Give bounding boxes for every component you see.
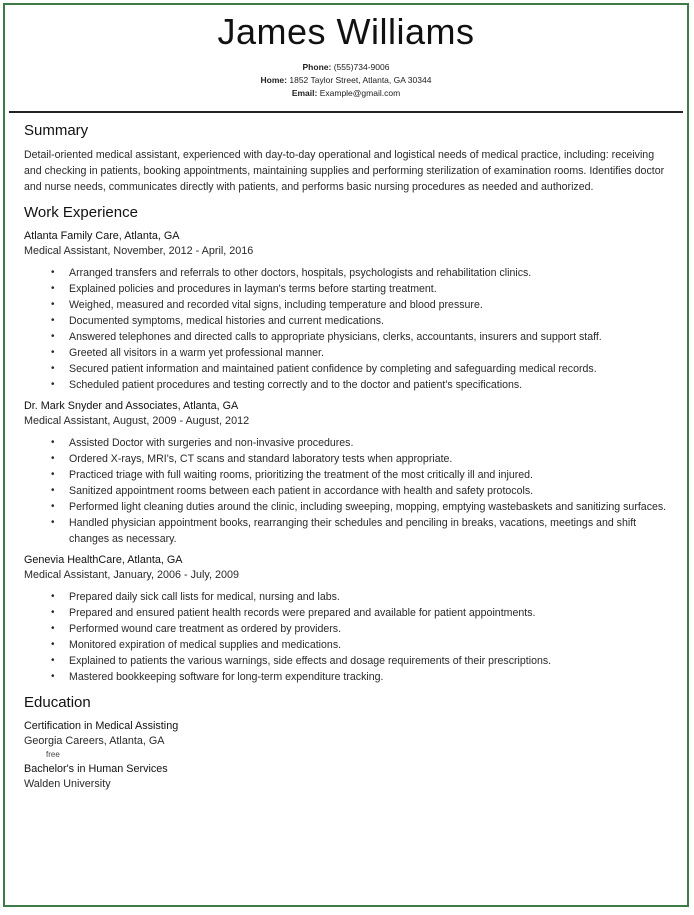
duty-item — [51, 653, 669, 669]
phone-line — [5, 61, 687, 74]
bullet-icon: • — [51, 347, 55, 358]
bullet-icon: • — [51, 469, 55, 480]
bullet-icon: • — [51, 501, 55, 512]
bullet-icon: • — [51, 623, 55, 634]
home-label: Home: — [260, 75, 287, 85]
job-entry — [24, 229, 669, 393]
job-duties-list — [24, 589, 669, 685]
duty-item — [51, 435, 669, 451]
degree-title: Certification in Medical Assisting — [24, 720, 179, 732]
duty-text: Practiced triage with full waiting rooms, prioritizing the treatment of the most critically ill and injured. — [69, 469, 533, 481]
job-company: Atlanta Family Care, Atlanta, GA — [24, 230, 180, 242]
bullet-icon: • — [51, 299, 55, 310]
duty-text: Assisted Doctor with surgeries and non-invasive procedures. — [69, 437, 354, 449]
duty-item — [51, 313, 669, 329]
duty-item — [51, 669, 669, 685]
duty-item — [51, 605, 669, 621]
duty-item — [51, 621, 669, 637]
school-name: Georgia Careers, Atlanta, GA — [24, 735, 165, 747]
bullet-icon: • — [51, 437, 55, 448]
duty-text: Prepared daily sick call lists for medical, nursing and labs. — [69, 591, 340, 603]
bullet-icon: • — [51, 379, 55, 390]
duty-text: Greeted all visitors in a warm yet professional manner. — [69, 347, 324, 359]
duty-item — [51, 451, 669, 467]
bullet-icon: • — [51, 363, 55, 374]
duty-text: Ordered X-rays, MRI's, CT scans and standard laboratory tests when appropriate. — [69, 453, 453, 465]
duty-item — [51, 589, 669, 605]
education-list — [24, 719, 669, 792]
duty-item — [51, 265, 669, 281]
job-duties-list — [24, 435, 669, 547]
bullet-icon: • — [51, 331, 55, 342]
duty-text: Sanitized appointment rooms between each patient in accordance with health and safety protocols. — [69, 485, 534, 497]
email-label: Email: — [291, 88, 318, 98]
duty-text: Performed wound care treatment as ordered by providers. — [69, 623, 342, 635]
duty-text: Weighed, measured and recorded vital signs, including temperature and blood pressure. — [69, 299, 483, 311]
job-role: Medical Assistant, November, 2012 - April, 2016 — [24, 245, 254, 257]
duty-text: Scheduled patient procedures and testing correctly and to the doctor and patient's specifications. — [69, 379, 523, 391]
duty-item — [51, 467, 669, 483]
duty-item — [51, 281, 669, 297]
duty-item — [51, 515, 669, 547]
education-note: free — [46, 750, 60, 759]
job-list — [24, 229, 669, 685]
job-company: Dr. Mark Snyder and Associates, Atlanta, GA — [24, 400, 239, 412]
resume-body — [5, 122, 687, 792]
school-name: Walden University — [24, 778, 111, 790]
contact-block — [5, 61, 687, 100]
duty-item — [51, 499, 669, 515]
bullet-icon: • — [51, 315, 55, 326]
duty-text: Prepared and ensured patient health records were prepared and available for patient appointments. — [69, 607, 536, 619]
education-heading: Education — [24, 694, 91, 711]
duty-item — [51, 297, 669, 313]
job-role: Medical Assistant, August, 2009 - August, 2012 — [24, 415, 250, 427]
duty-item — [51, 637, 669, 653]
bullet-icon: • — [51, 453, 55, 464]
duty-text: Arranged transfers and referrals to other doctors, hospitals, psychologists and rehabilitation clinics. — [69, 267, 532, 279]
bullet-icon: • — [51, 517, 55, 528]
resume-header — [5, 5, 687, 100]
bullet-icon: • — [51, 671, 55, 682]
bullet-icon: • — [51, 485, 55, 496]
duty-text: Documented symptoms, medical histories and current medications. — [69, 315, 385, 327]
bullet-icon: • — [51, 283, 55, 294]
bullet-icon: • — [51, 591, 55, 602]
job-company: Genevia HealthCare, Atlanta, GA — [24, 554, 183, 566]
email-value: Example@gmail.com — [319, 88, 401, 98]
education-entry — [24, 719, 669, 760]
summary-section — [24, 122, 669, 195]
experience-section — [24, 204, 669, 685]
phone-label: Phone: — [302, 62, 332, 72]
job-entry — [24, 399, 669, 547]
education-entry — [24, 762, 669, 792]
job-entry — [24, 553, 669, 685]
email-line — [5, 87, 687, 100]
bullet-icon: • — [51, 267, 55, 278]
degree-title: Bachelor's in Human Services — [24, 763, 168, 775]
summary-text: Detail-oriented medical assistant, experienced with day-to-day operational and logistical needs of medical practice, including: receiving and checking in patients, booking appointments, maintaining supplies and performing sterilization of examination rooms. Identifies doctor and nurse needs, communicates directly with patients, and performs basic nursing procedures as needed and authorized. — [24, 149, 665, 193]
duty-text: Explained policies and procedures in layman's terms before starting treatment. — [69, 283, 437, 295]
duty-item — [51, 329, 669, 345]
home-line — [5, 74, 687, 87]
duty-text: Explained to patients the various warnings, side effects and dosage requirements of their prescriptions. — [69, 655, 552, 667]
duty-item — [51, 345, 669, 361]
home-value: 1852 Taylor Street, Atlanta, GA 30344 — [289, 75, 432, 85]
duty-text: Answered telephones and directed calls to appropriate physicians, clerks, accountants, insurers and support staff. — [69, 331, 602, 343]
job-role: Medical Assistant, January, 2006 - July, 2009 — [24, 569, 240, 581]
candidate-name: James Williams — [217, 11, 475, 52]
job-duties-list — [24, 265, 669, 393]
duty-text: Secured patient information and maintained patient confidence by completing and safeguarding medical records. — [69, 363, 597, 375]
bullet-icon: • — [51, 607, 55, 618]
bullet-icon: • — [51, 639, 55, 650]
bullet-icon: • — [51, 655, 55, 666]
duty-text: Monitored expiration of medical supplies and medications. — [69, 639, 342, 651]
phone-value: (555)734-9006 — [333, 62, 390, 72]
header-divider — [9, 111, 683, 113]
summary-heading: Summary — [24, 122, 89, 139]
duty-text: Mastered bookkeeping software for long-term expenditure tracking. — [69, 671, 384, 683]
duty-text: Performed light cleaning duties around the clinic, including sweeping, mopping, emptying wastebaskets and sanitizing surfaces. — [69, 501, 667, 513]
duty-text: Handled physician appointment books, rearranging their schedules and penciling in breaks, vacations, meetings and shift changes as necessary. — [69, 517, 637, 545]
education-section — [24, 694, 669, 792]
duty-item — [51, 483, 669, 499]
experience-heading: Work Experience — [24, 204, 138, 221]
duty-item — [51, 361, 669, 377]
duty-item — [51, 377, 669, 393]
resume-page — [3, 3, 689, 907]
